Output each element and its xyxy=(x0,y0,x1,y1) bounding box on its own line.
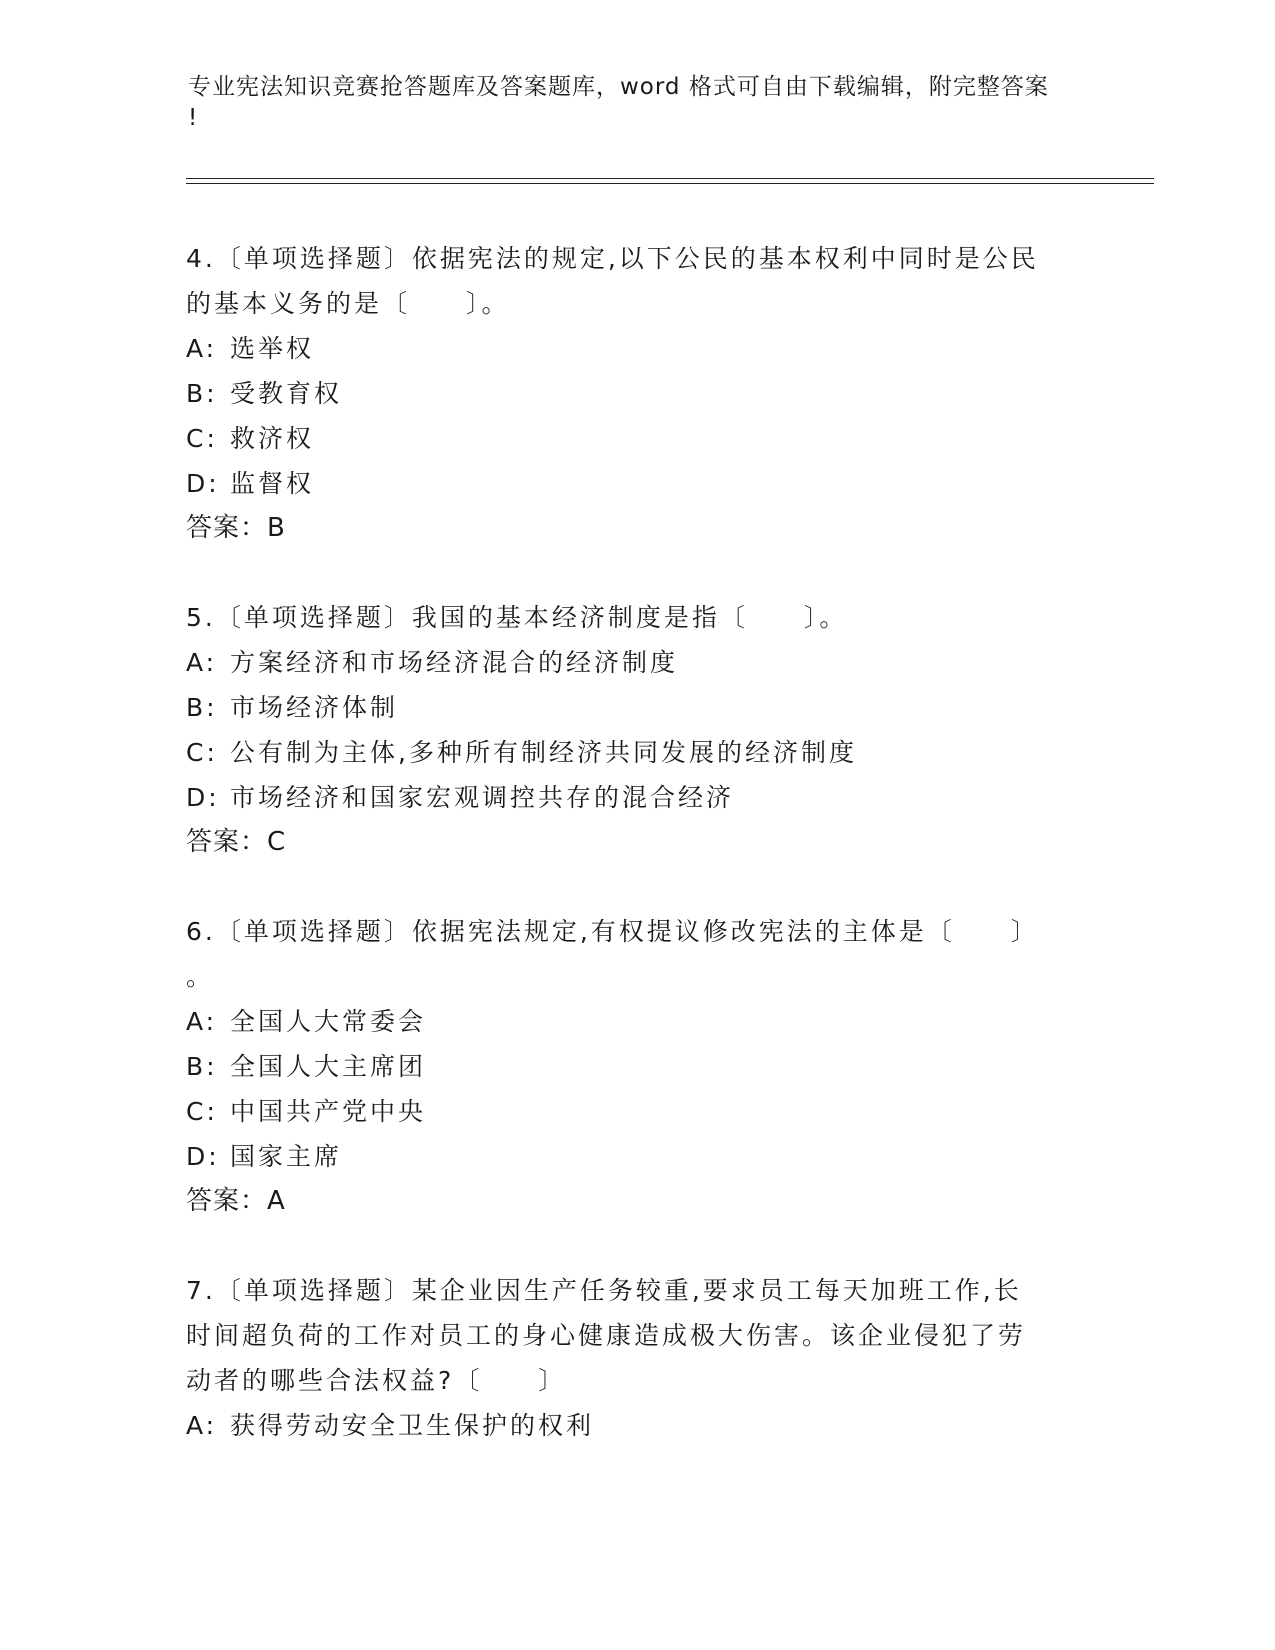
option-text: 受教育权 xyxy=(230,379,343,408)
option-letter: A: xyxy=(186,334,218,363)
question-stem-line: 5.〔单项选择题〕我国的基本经济制度是指〔 〕。 xyxy=(186,603,848,632)
option-letter: B: xyxy=(186,1052,218,1081)
header-divider-top xyxy=(186,178,1154,179)
document-header xyxy=(188,72,1068,134)
question-block xyxy=(186,236,1086,551)
option-letter: A: xyxy=(186,1007,218,1036)
option-text: 市场经济体制 xyxy=(230,693,399,722)
option-letter: A: xyxy=(186,648,218,677)
answer-option xyxy=(186,371,1086,416)
question-block xyxy=(186,595,1086,865)
question-stem-line: 。 xyxy=(186,962,215,991)
option-letter: D: xyxy=(186,1142,220,1171)
option-letter: B: xyxy=(186,693,218,722)
answer-option xyxy=(186,1403,1086,1448)
option-text: 选举权 xyxy=(230,334,315,363)
option-text: 救济权 xyxy=(230,424,315,453)
question-list xyxy=(186,236,1086,1492)
header-line-2: ! xyxy=(188,105,199,131)
answer-key: 答案：C xyxy=(186,827,287,857)
answer-option xyxy=(186,1089,1086,1134)
answer-key: 答案：B xyxy=(186,513,286,543)
answer-option xyxy=(186,775,1086,820)
header-divider-bottom xyxy=(186,183,1154,184)
answer-option xyxy=(186,685,1086,730)
option-letter: D: xyxy=(186,469,220,498)
option-text: 方案经济和市场经济混合的经济制度 xyxy=(230,648,679,677)
question-stem-line: 4.〔单项选择题〕依据宪法的规定,以下公民的基本权利中同时是公民 xyxy=(186,244,1039,273)
option-text: 获得劳动安全卫生保护的权利 xyxy=(230,1411,595,1440)
option-text: 全国人大常委会 xyxy=(230,1007,427,1036)
question-stem-line: 7.〔单项选择题〕某企业因生产任务较重,要求员工每天加班工作,长 xyxy=(186,1276,1022,1305)
option-text: 中国共产党中央 xyxy=(230,1097,427,1126)
option-text: 全国人大主席团 xyxy=(230,1052,427,1081)
question-stem-line: 动者的哪些合法权益?〔 〕 xyxy=(186,1366,567,1395)
answer-option xyxy=(186,999,1086,1044)
option-text: 市场经济和国家宏观调控共存的混合经济 xyxy=(230,783,735,812)
question-stem-line: 时间超负荷的工作对员工的身心健康造成极大伤害。该企业侵犯了劳 xyxy=(186,1321,1027,1350)
question-stem-line: 6.〔单项选择题〕依据宪法规定,有权提议修改宪法的主体是〔 〕 xyxy=(186,917,1039,946)
answer-option xyxy=(186,416,1086,461)
question-block xyxy=(186,909,1086,1224)
answer-option xyxy=(186,1134,1086,1179)
answer-option xyxy=(186,640,1086,685)
option-letter: B: xyxy=(186,379,218,408)
header-line-1: 专业宪法知识竞赛抢答题库及答案题库，word 格式可自由下载编辑，附完整答案 xyxy=(188,74,1049,100)
answer-key: 答案：A xyxy=(186,1186,286,1216)
option-text: 监督权 xyxy=(230,469,315,498)
question-stem-line: 的基本义务的是〔 〕。 xyxy=(186,289,510,318)
answer-option xyxy=(186,326,1086,371)
option-letter: C: xyxy=(186,424,218,453)
answer-option xyxy=(186,1044,1086,1089)
option-text: 公有制为主体,多种所有制经济共同发展的经济制度 xyxy=(230,738,857,767)
option-text: 国家主席 xyxy=(230,1142,343,1171)
option-letter: D: xyxy=(186,783,220,812)
question-block xyxy=(186,1268,1086,1448)
answer-option xyxy=(186,730,1086,775)
answer-option xyxy=(186,461,1086,506)
option-letter: C: xyxy=(186,738,218,767)
option-letter: C: xyxy=(186,1097,218,1126)
option-letter: A: xyxy=(186,1411,218,1440)
